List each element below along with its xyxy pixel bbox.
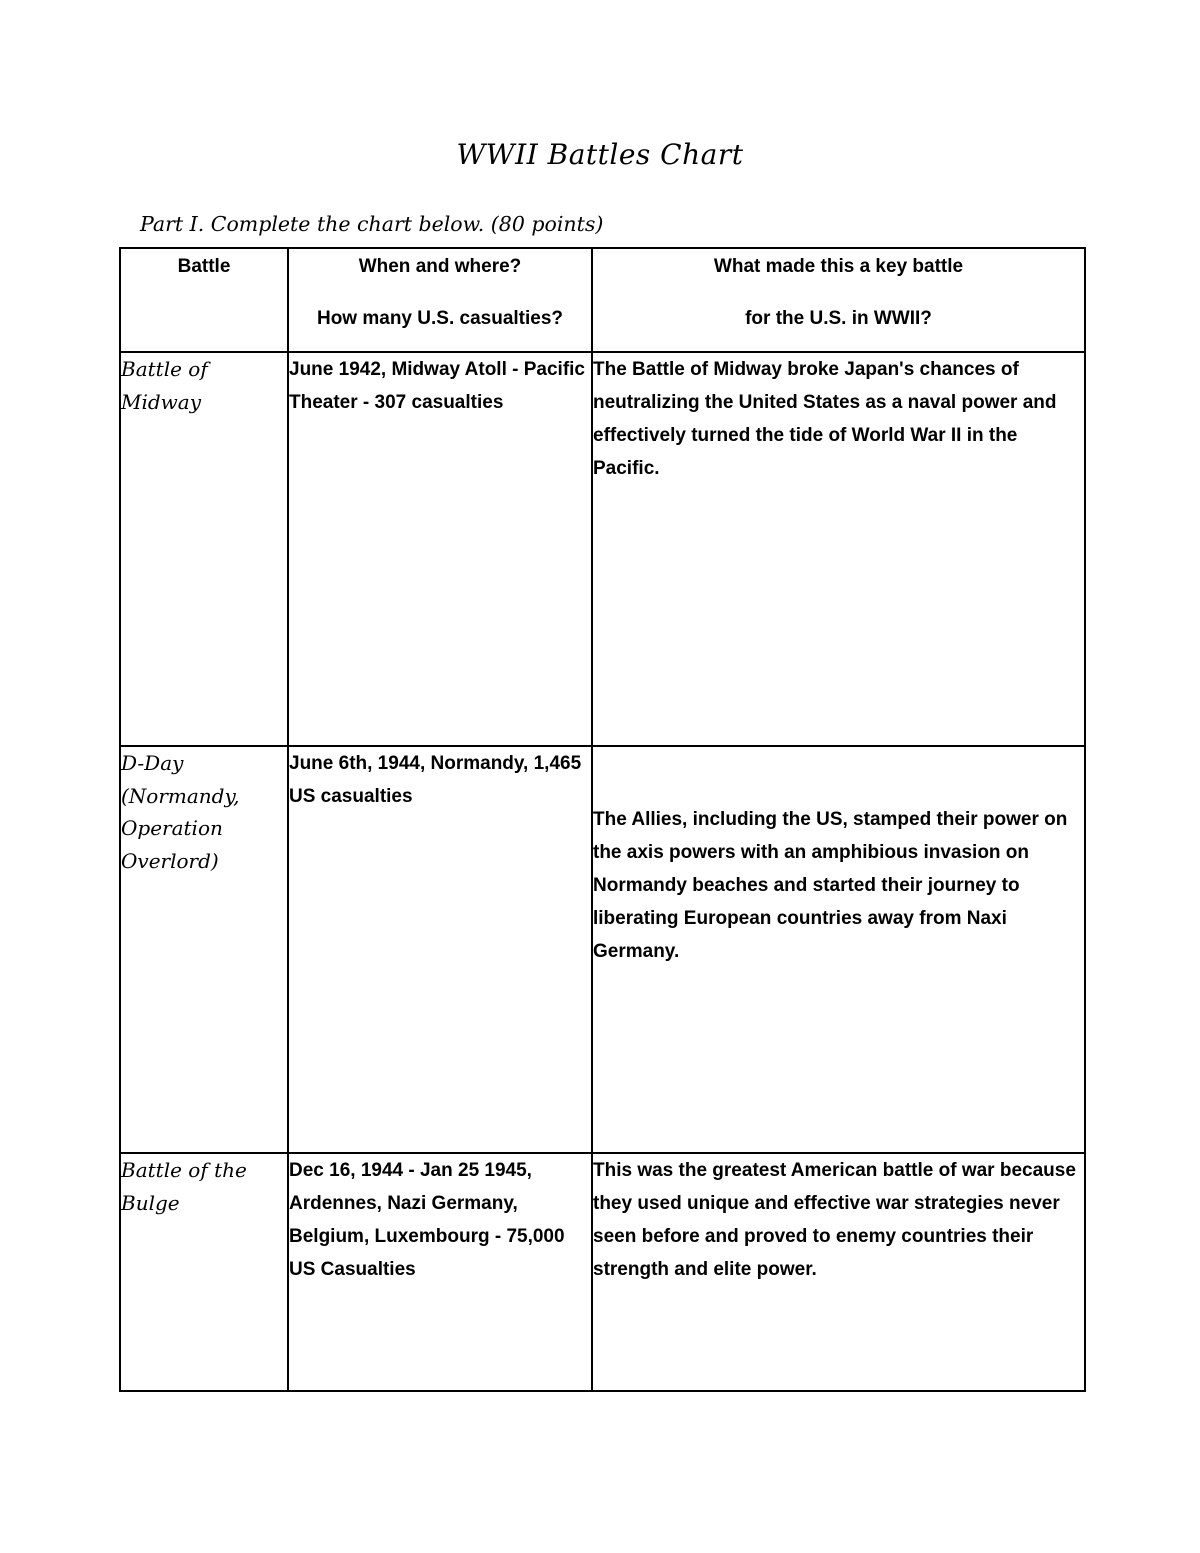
significance-cell: The Battle of Midway broke Japan's chances of neutralizing the United States as a naval power and effectively turned the tide of World War II in the Pacific.	[592, 352, 1085, 746]
header-battle	[120, 248, 288, 352]
header-battle-label: Battle	[177, 256, 231, 277]
battle-name-cell: Battle of the Bulge	[120, 1153, 288, 1391]
significance-cell: The Allies, including the US, stamped their power on the axis powers with an amphibious invasion on Normandy beaches and started their journey to liberating European countries away from Naxi Germany.	[592, 746, 1085, 1153]
header-when-where	[288, 248, 592, 352]
battle-name-cell: D-Day (Normandy, Operation Overlord)	[120, 746, 288, 1153]
page-title: WWII Battles Chart	[456, 138, 744, 171]
table-row	[120, 352, 1085, 746]
header-why-label-2: for the U.S. in WWII?	[745, 308, 932, 329]
table-row	[120, 1153, 1085, 1391]
header-casualties-label: How many U.S. casualties?	[316, 308, 564, 329]
header-when-label: When and where?	[358, 256, 522, 277]
when-where-cell: Dec 16, 1944 - Jan 25 1945, Ardennes, Nazi Germany, Belgium, Luxembourg - 75,000 US Casualties	[288, 1153, 592, 1391]
battles-table	[119, 247, 1086, 1392]
when-where-cell: June 1942, Midway Atoll - Pacific Theater - 307 casualties	[288, 352, 592, 746]
significance-cell: This was the greatest American battle of war because they used unique and effective war strategies never seen before and proved to enemy countries their strength and elite power.	[592, 1153, 1085, 1391]
header-why-label: What made this a key battle	[713, 256, 964, 277]
table-header-row	[120, 248, 1085, 352]
instructions: Part I. Complete the chart below. (80 points)	[140, 212, 604, 236]
when-where-cell: June 6th, 1944, Normandy, 1,465 US casualties	[288, 746, 592, 1153]
header-significance	[592, 248, 1085, 352]
battle-name-cell: Battle of Midway	[120, 352, 288, 746]
table-row	[120, 746, 1085, 1153]
